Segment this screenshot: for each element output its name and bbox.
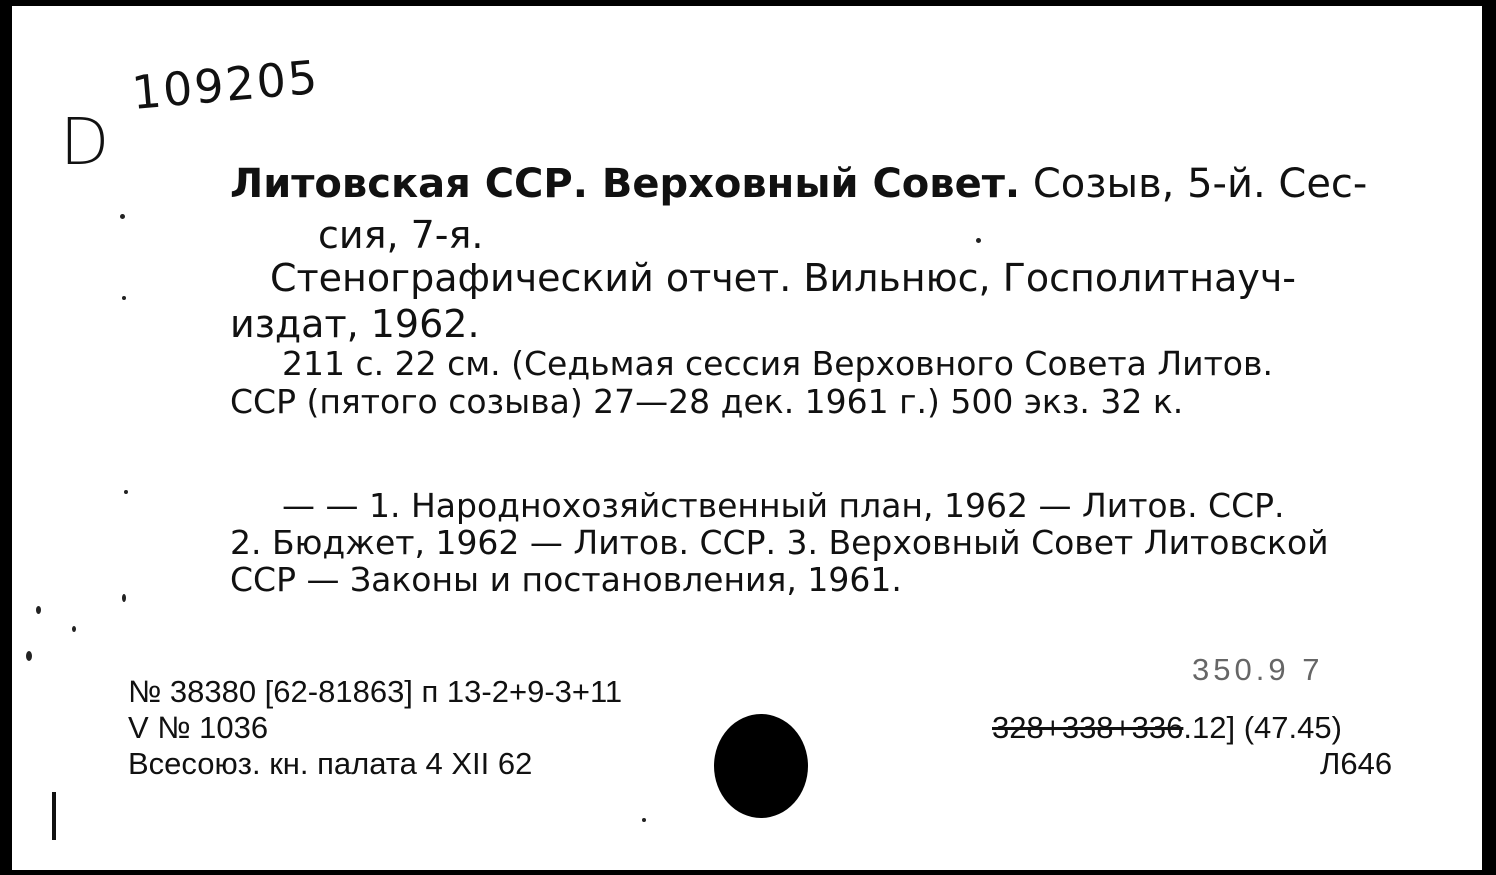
edge-mark (52, 792, 56, 840)
struck-code: 328+338+336 (992, 710, 1184, 745)
entry-description-line2: ССР (пятого созыва) 27—28 дек. 1961 г.) 500 экз. 32 к. (230, 382, 1184, 421)
registration-number: № 38380 [62-81863] п 13-2+9-3+11 (128, 674, 623, 709)
entry-title-session: Созыв, 5-й. Сес- (1020, 161, 1368, 207)
chamber-stamp: Всесоюз. кн. палата 4 XII 62 (128, 746, 533, 781)
classification-code (992, 710, 1342, 746)
classification-faint: 350.9 7 (1192, 652, 1324, 687)
punch-hole (714, 714, 808, 818)
entry-title-line2: сия, 7-я. (318, 213, 484, 257)
subject-headings-line3: ССР — Законы и постановления, 1961. (230, 560, 902, 599)
entry-subtitle-line2: издат, 1962. (230, 302, 480, 346)
speck (976, 238, 981, 243)
subject-headings-line2: 2. Бюджет, 1962 — Литов. ССР. 3. Верховный Совет Литовской (230, 523, 1329, 562)
entry-title-heading: Литовская ССР. Верховный Совет. (230, 161, 1021, 207)
entry-title (230, 161, 1367, 207)
handwritten-letter: D (60, 106, 112, 180)
speck (642, 818, 646, 822)
speck (120, 214, 125, 219)
handwritten-call-number: 109205 (129, 49, 322, 120)
speck (124, 490, 128, 494)
speck (72, 626, 76, 632)
speck (26, 651, 32, 661)
catalog-card (6, 6, 1482, 870)
author-sign: Л646 (1320, 746, 1393, 781)
volume-number: V № 1036 (128, 710, 269, 745)
entry-subtitle-line1: Стенографический отчет. Вильнюс, Госполитнауч- (270, 256, 1296, 300)
classification-rest: .12] (47.45) (1183, 710, 1342, 745)
entry-description-line1: 211 с. 22 см. (Седьмая сессия Верховного Совета Литов. (282, 344, 1273, 383)
speck (36, 606, 41, 614)
speck (122, 594, 126, 602)
subject-headings-line1: — — 1. Народнохозяйственный план, 1962 — Литов. ССР. (282, 486, 1285, 525)
speck (122, 296, 126, 300)
